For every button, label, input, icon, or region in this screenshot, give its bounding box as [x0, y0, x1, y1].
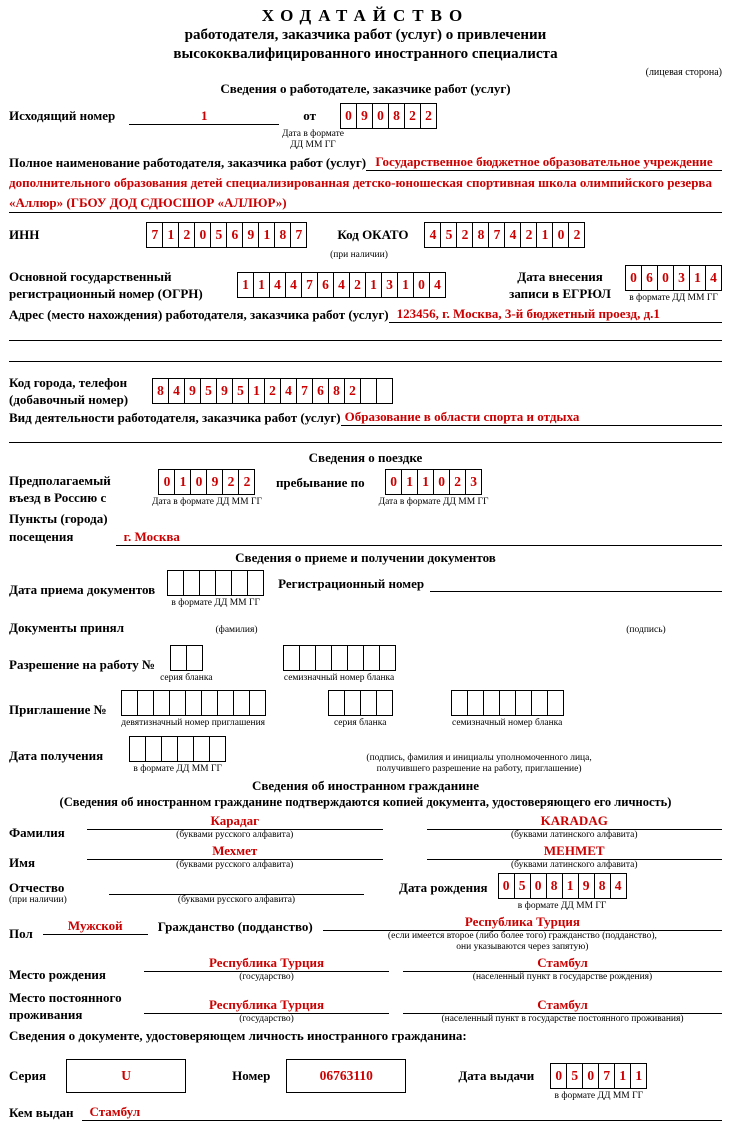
digit-cell[interactable]: 3 [381, 272, 398, 298]
employer-section-heading: Сведения о работодателе, заказчике работ (услуг) [220, 81, 511, 96]
received-by-name-caption: (фамилия) [215, 625, 258, 635]
firstname-row [9, 843, 722, 871]
okato-boxes[interactable] [424, 222, 585, 248]
reg-number-label: Регистрационный номер [278, 575, 425, 591]
digit-cell[interactable]: 0 [550, 1063, 567, 1089]
surname-label: Фамилия [9, 825, 65, 840]
form-subtitle-1: работодателя, заказчика работ (услуг) о привлечении [184, 27, 547, 43]
work-permit-series [160, 645, 212, 684]
digit-cell[interactable]: 1 [365, 272, 382, 298]
digit-cell[interactable]: 2 [520, 222, 537, 248]
digit-cell[interactable]: 2 [264, 378, 281, 404]
digit-cell[interactable]: 8 [546, 873, 563, 899]
surname-ru [87, 813, 383, 841]
receipt-date-row [9, 736, 722, 775]
digit-cell[interactable] [331, 645, 348, 671]
birth-date [498, 873, 627, 912]
received-by-sign-line[interactable] [570, 609, 722, 625]
digit-cell[interactable] [137, 690, 154, 716]
stay-label: пребывание по [275, 474, 365, 490]
digit-cell[interactable] [231, 570, 248, 596]
digit-cell[interactable] [215, 570, 232, 596]
residence-city-value[interactable]: Стамбул [403, 997, 722, 1014]
digit-cell[interactable]: 0 [372, 103, 389, 129]
citizenship-label: Гражданство (подданство) [157, 918, 313, 934]
digit-cell[interactable]: 1 [401, 469, 418, 495]
digit-cell[interactable]: 6 [312, 378, 329, 404]
birth-date-boxes[interactable] [498, 873, 627, 899]
digit-cell[interactable]: 1 [536, 222, 553, 248]
citizenship-field [323, 914, 722, 953]
birth-place-city [403, 955, 722, 983]
digit-cell[interactable]: 0 [413, 272, 430, 298]
firstname-lat-value[interactable]: MEHMET [427, 843, 723, 860]
residence-country-value[interactable]: Республика Турция [144, 997, 389, 1014]
digit-cell[interactable]: 1 [162, 222, 179, 248]
digit-cell[interactable]: 2 [349, 272, 366, 298]
receipt-sign-caption-1: (подпись, фамилия и инициалы уполномоченного лица, [366, 752, 592, 763]
digit-cell[interactable] [299, 645, 316, 671]
digit-cell[interactable]: 8 [152, 378, 169, 404]
digit-cell[interactable]: 1 [689, 265, 706, 291]
digit-cell[interactable] [183, 570, 200, 596]
surname-lat-caption: (буквами латинского алфавита) [510, 830, 638, 840]
digit-cell[interactable]: 7 [296, 378, 313, 404]
okato-label: Код ОКАТО [337, 227, 409, 242]
digit-cell[interactable]: 2 [178, 222, 195, 248]
invitation-number-boxes[interactable] [121, 690, 266, 716]
citizenship-caption-1: (если имеется второе (либо более того) гражданство (подданство), [387, 931, 657, 941]
surname-lat [427, 813, 723, 841]
digit-cell[interactable]: 8 [274, 222, 291, 248]
digit-cell[interactable]: 0 [385, 469, 402, 495]
invitation-series-boxes[interactable] [328, 690, 393, 716]
receipt-date-label: Дата получения [9, 747, 104, 763]
inn-boxes[interactable] [146, 222, 307, 248]
digit-cell[interactable] [249, 690, 266, 716]
digit-cell[interactable] [483, 690, 500, 716]
accept-date-row [9, 570, 722, 609]
invitation-series [328, 690, 393, 729]
patronymic-field [109, 879, 364, 906]
digit-cell[interactable] [153, 690, 170, 716]
firstname-lat [427, 843, 723, 871]
digit-cell[interactable] [185, 690, 202, 716]
digit-cell[interactable]: 0 [657, 265, 674, 291]
egrul-label: Дата внесения записи в ЕГРЮЛ [509, 268, 611, 301]
digit-cell[interactable]: 1 [630, 1063, 647, 1089]
outgoing-number-value[interactable]: 1 [129, 108, 279, 125]
inn-okato-row [9, 222, 722, 248]
identity-doc-label: Сведения о документе, удостоверяющем личность иностранного гражданина: [9, 1028, 467, 1043]
invitation-number-caption: девятизначный номер приглашения [121, 718, 266, 728]
birth-date-label: Дата рождения [399, 879, 488, 895]
gender-citizenship-row [9, 914, 722, 953]
digit-cell[interactable] [376, 378, 393, 404]
outgoing-number-label: Исходящий номер [9, 108, 116, 123]
address-value[interactable]: 123456, г. Москва, 3-й бюджетный проезд, д.1 [389, 306, 722, 323]
digit-cell[interactable]: 5 [232, 378, 249, 404]
ogrn-row [9, 265, 722, 304]
patronymic-value[interactable] [109, 879, 364, 895]
digit-cell[interactable] [360, 378, 377, 404]
work-permit-number-boxes[interactable] [283, 645, 396, 671]
birth-date-caption: в формате ДД ММ ГГ [517, 901, 607, 911]
digit-cell[interactable] [170, 645, 187, 671]
citizenship-value[interactable]: Республика Турция [323, 914, 722, 931]
digit-cell[interactable]: 0 [582, 1063, 599, 1089]
receipt-sign [236, 737, 722, 775]
work-permit-series-boxes[interactable] [170, 645, 203, 671]
issued-by-value[interactable]: Стамбул [82, 1104, 722, 1121]
invitation-blank-caption: семизначный номер бланка [452, 718, 563, 728]
digit-cell[interactable]: 1 [253, 272, 270, 298]
digit-cell[interactable]: 0 [498, 873, 515, 899]
digit-cell[interactable]: 2 [344, 378, 361, 404]
employer-name-row [9, 154, 722, 171]
work-permit-number [283, 645, 396, 684]
address-extra-line-2[interactable] [9, 341, 722, 362]
received-by-sign [570, 609, 722, 636]
egrul-date-caption: в формате ДД ММ ГГ [629, 293, 718, 303]
residence-city-caption: (населенный пункт в государстве постоянного проживания) [441, 1014, 684, 1024]
digit-cell[interactable]: 4 [285, 272, 302, 298]
digit-cell[interactable] [347, 645, 364, 671]
stay-date-caption: Дата в формате ДД ММ ГГ [378, 497, 489, 507]
digit-cell[interactable]: 2 [222, 469, 239, 495]
received-by-sign-caption: (подпись) [626, 625, 666, 635]
entry-label: Предполагаемый въезд в Россию с [9, 472, 111, 505]
stay-date [379, 469, 489, 508]
firstname-ru-caption: (буквами русского алфавита) [176, 860, 294, 870]
digit-cell[interactable]: 9 [242, 222, 259, 248]
digit-cell[interactable]: 2 [456, 222, 473, 248]
digit-cell[interactable] [499, 690, 516, 716]
receipt-date-caption: в формате ДД ММ ГГ [133, 764, 222, 774]
egrul-date [625, 265, 722, 304]
residence-country-caption: (государство) [239, 1014, 294, 1024]
digit-cell[interactable]: 3 [465, 469, 482, 495]
digit-cell[interactable]: 2 [449, 469, 466, 495]
accept-date-caption: в формате ДД ММ ГГ [171, 598, 260, 608]
digit-cell[interactable]: 9 [356, 103, 373, 129]
received-by-name [134, 609, 339, 636]
patronymic-row [9, 873, 722, 912]
digit-cell[interactable]: 4 [168, 378, 185, 404]
citizenship-caption-2: они указываются через запятую) [456, 942, 589, 952]
digit-cell[interactable] [209, 736, 226, 762]
egrul-date-boxes[interactable] [625, 265, 722, 291]
digit-cell[interactable] [531, 690, 548, 716]
digit-cell[interactable] [363, 645, 380, 671]
digit-cell[interactable]: 1 [237, 272, 254, 298]
digit-cell[interactable]: 8 [472, 222, 489, 248]
digit-cell[interactable] [199, 570, 216, 596]
form-subtitle-2: высококвалифицированного иностранного специалиста [173, 46, 558, 62]
digit-cell[interactable] [145, 736, 162, 762]
identity-doc-row [9, 1049, 722, 1102]
reg-number-value[interactable] [430, 576, 722, 592]
employer-name-label: Полное наименование работодателя, заказчика работ (услуг) [9, 155, 367, 170]
digit-cell[interactable]: 2 [404, 103, 421, 129]
digit-cell[interactable] [547, 690, 564, 716]
digit-cell[interactable]: 0 [433, 469, 450, 495]
digit-cell[interactable]: 1 [562, 873, 579, 899]
invitation-blank [451, 690, 564, 729]
activity-row [9, 409, 722, 426]
residence-row [9, 987, 722, 1025]
reception-section-heading: Сведения о приеме и получении документов [235, 550, 496, 565]
receipt-sign-caption-2: получившего разрешение на работу, приглашение) [376, 763, 582, 774]
doc-issue-date-boxes[interactable] [550, 1063, 647, 1089]
work-permit-series-caption: серия бланка [160, 673, 213, 683]
digit-cell[interactable]: 9 [206, 469, 223, 495]
digit-cell[interactable]: 0 [340, 103, 357, 129]
work-permit-number-caption: семизначный номер бланка [283, 673, 395, 683]
address-row [9, 306, 722, 323]
outgoing-date-caption: Дата в формате ДД ММ ГГ [282, 129, 344, 150]
surname-row [9, 813, 722, 841]
digit-cell[interactable]: 2 [238, 469, 255, 495]
digit-cell[interactable]: 4 [705, 265, 722, 291]
phone-boxes[interactable] [152, 378, 393, 404]
digit-cell[interactable] [467, 690, 484, 716]
doc-series-value[interactable]: U [66, 1059, 186, 1093]
digit-cell[interactable] [283, 645, 300, 671]
digit-cell[interactable]: 8 [594, 873, 611, 899]
phone-label: Код города, телефон (добавочный номер) [9, 375, 129, 407]
okato-caption: (при наличии) [330, 250, 388, 260]
digit-cell[interactable] [167, 570, 184, 596]
digit-cell[interactable] [328, 690, 345, 716]
residence-city [403, 997, 722, 1025]
doc-number-value[interactable]: 06763110 [286, 1059, 406, 1093]
cities-value[interactable]: г. Москва [116, 529, 722, 546]
receipt-date [129, 736, 226, 775]
doc-number-label: Номер [232, 1067, 271, 1083]
digit-cell[interactable] [129, 736, 146, 762]
digit-cell[interactable]: 1 [248, 378, 265, 404]
digit-cell[interactable]: 9 [578, 873, 595, 899]
digit-cell[interactable] [233, 690, 250, 716]
residence-country [144, 997, 389, 1025]
digit-cell[interactable] [121, 690, 138, 716]
gender-label: Пол [9, 925, 33, 941]
trip-section-heading: Сведения о поездке [308, 450, 423, 465]
digit-cell[interactable]: 1 [258, 222, 275, 248]
digit-cell[interactable]: 0 [190, 469, 207, 495]
digit-cell[interactable] [201, 690, 218, 716]
receipt-sign-line[interactable] [236, 737, 722, 753]
received-by-row [9, 609, 722, 636]
activity-value[interactable]: Образование в области спорта и отдыха [341, 409, 722, 426]
side-note: (лицевая сторона) [645, 67, 722, 78]
activity-extra-line[interactable] [9, 426, 722, 443]
digit-cell[interactable] [360, 690, 377, 716]
birth-place-city-value[interactable]: Стамбул [403, 955, 722, 972]
cities-row [9, 510, 722, 546]
foreigner-section-heading: Сведения об иностранном гражданине [251, 778, 480, 793]
digit-cell[interactable]: 3 [673, 265, 690, 291]
work-permit-label: Разрешение на работу № [9, 656, 156, 672]
phone-row [9, 374, 722, 408]
digit-cell[interactable]: 2 [568, 222, 585, 248]
receipt-date-boxes[interactable] [129, 736, 226, 762]
digit-cell[interactable]: 5 [440, 222, 457, 248]
activity-label: Вид деятельности работодателя, заказчика работ (услуг) [9, 410, 341, 425]
digit-cell[interactable] [315, 645, 332, 671]
firstname-ru [87, 843, 383, 871]
birth-place-country-value[interactable]: Республика Турция [144, 955, 389, 972]
digit-cell[interactable]: 8 [328, 378, 345, 404]
cities-label: Пункты (города) посещения [9, 511, 108, 544]
digit-cell[interactable]: 7 [488, 222, 505, 248]
digit-cell[interactable] [193, 736, 210, 762]
accept-date-label: Дата приема документов [9, 581, 156, 597]
digit-cell[interactable]: 0 [552, 222, 569, 248]
doc-series-label: Серия [9, 1067, 47, 1083]
patronymic-caption: (буквами русского алфавита) [177, 895, 296, 905]
surname-ru-value[interactable]: Карадаг [87, 813, 383, 830]
digit-cell[interactable]: 7 [146, 222, 163, 248]
digit-cell[interactable]: 4 [610, 873, 627, 899]
work-permit-row [9, 645, 722, 684]
ogrn-boxes[interactable] [237, 272, 446, 298]
digit-cell[interactable] [161, 736, 178, 762]
accept-date [167, 570, 264, 609]
invitation-series-caption: серия бланка [333, 718, 387, 728]
birth-place-country-caption: (государство) [239, 972, 294, 982]
digit-cell[interactable] [379, 645, 396, 671]
issued-by-row [9, 1104, 722, 1121]
digit-cell[interactable]: 5 [210, 222, 227, 248]
digit-cell[interactable]: 4 [280, 378, 297, 404]
digit-cell[interactable]: 6 [641, 265, 658, 291]
digit-cell[interactable]: 5 [514, 873, 531, 899]
foreigner-section-subheading: (Сведения об иностранном гражданине подтверждаются копией документа, удостоверяющего его личность) [59, 795, 672, 809]
outgoing-number-row [9, 103, 722, 129]
invitation-number [121, 690, 266, 729]
digit-cell[interactable]: 4 [429, 272, 446, 298]
firstname-label: Имя [9, 855, 35, 870]
birth-place-country [144, 955, 389, 983]
received-by-name-line[interactable] [134, 609, 339, 625]
outgoing-date-boxes[interactable] [340, 103, 437, 129]
residence-label: Место постоянного проживания [9, 990, 122, 1022]
digit-cell[interactable] [247, 570, 264, 596]
entry-date-caption: Дата в формате ДД ММ ГГ [152, 497, 262, 507]
form-title: ХОДАТАЙСТВО [261, 6, 470, 25]
accept-date-boxes[interactable] [167, 570, 264, 596]
surname-lat-value[interactable]: KARADAG [427, 813, 723, 830]
digit-cell[interactable] [186, 645, 203, 671]
digit-cell[interactable]: 6 [317, 272, 334, 298]
digit-cell[interactable]: 2 [420, 103, 437, 129]
invitation-blank-boxes[interactable] [451, 690, 564, 716]
entry-date [152, 469, 262, 508]
digit-cell[interactable] [515, 690, 532, 716]
digit-cell[interactable]: 1 [397, 272, 414, 298]
received-by-label: Документы принял [9, 620, 125, 635]
invitation-label: Приглашение № [9, 701, 107, 717]
digit-cell[interactable]: 5 [200, 378, 217, 404]
doc-issue-date-caption: в формате ДД ММ ГГ [554, 1091, 644, 1101]
digit-cell[interactable]: 0 [530, 873, 547, 899]
digit-cell[interactable] [177, 736, 194, 762]
address-label: Адрес (место нахождения) работодателя, заказчика работ (услуг) [9, 307, 389, 322]
stay-date-boxes[interactable] [385, 469, 482, 495]
trip-dates-row [9, 469, 722, 508]
employer-name-value-line1[interactable]: Государственное бюджетное образовательное учреждение [366, 154, 722, 171]
birth-place-label: Место рождения [9, 967, 106, 982]
digit-cell[interactable] [376, 690, 393, 716]
digit-cell[interactable]: 4 [333, 272, 350, 298]
digit-cell[interactable]: 0 [625, 265, 642, 291]
digit-cell[interactable]: 1 [174, 469, 191, 495]
issued-by-label: Кем выдан [9, 1105, 74, 1120]
inn-label: ИНН [9, 227, 40, 242]
digit-cell[interactable] [451, 690, 468, 716]
employer-name-value-line2[interactable]: дополнительного образования детей специализированная детско-юношеская спортивная школа олимпийского резерва [9, 175, 712, 190]
digit-cell[interactable]: 9 [216, 378, 233, 404]
ogrn-label: Основной государственный регистрационный номер (ОГРН) [9, 268, 203, 301]
digit-cell[interactable]: 1 [417, 469, 434, 495]
digit-cell[interactable]: 0 [158, 469, 175, 495]
digit-cell[interactable]: 5 [566, 1063, 583, 1089]
birth-place-city-caption: (населенный пункт в государстве рождения) [472, 972, 653, 982]
digit-cell[interactable]: 7 [290, 222, 307, 248]
employer-name-value-line3[interactable]: «Аллюр» (ГБОУ ДОД СДЮСШОР «АЛЛЮР») [9, 193, 722, 213]
patronymic-label: Отчество (при наличии) [9, 879, 67, 905]
digit-cell[interactable]: 4 [269, 272, 286, 298]
digit-cell[interactable]: 7 [301, 272, 318, 298]
outgoing-from-label: от [303, 108, 316, 123]
surname-ru-caption: (буквами русского алфавита) [176, 830, 294, 840]
doc-issue-date-label: Дата выдачи [458, 1067, 535, 1083]
digit-cell[interactable] [217, 690, 234, 716]
digit-cell[interactable]: 9 [184, 378, 201, 404]
invitation-row [9, 690, 722, 729]
digit-cell[interactable]: 1 [614, 1063, 631, 1089]
address-extra-line-1[interactable] [9, 323, 722, 341]
gender-value[interactable]: Мужской [43, 918, 148, 935]
birth-place-row [9, 955, 722, 983]
digit-cell[interactable]: 7 [598, 1063, 615, 1089]
digit-cell[interactable] [169, 690, 186, 716]
digit-cell[interactable] [344, 690, 361, 716]
digit-cell[interactable]: 8 [388, 103, 405, 129]
firstname-ru-value[interactable]: Мехмет [87, 843, 383, 860]
firstname-lat-caption: (буквами латинского алфавита) [510, 860, 638, 870]
digit-cell[interactable]: 4 [504, 222, 521, 248]
digit-cell[interactable]: 4 [424, 222, 441, 248]
digit-cell[interactable]: 0 [194, 222, 211, 248]
digit-cell[interactable]: 6 [226, 222, 243, 248]
entry-date-boxes[interactable] [158, 469, 255, 495]
